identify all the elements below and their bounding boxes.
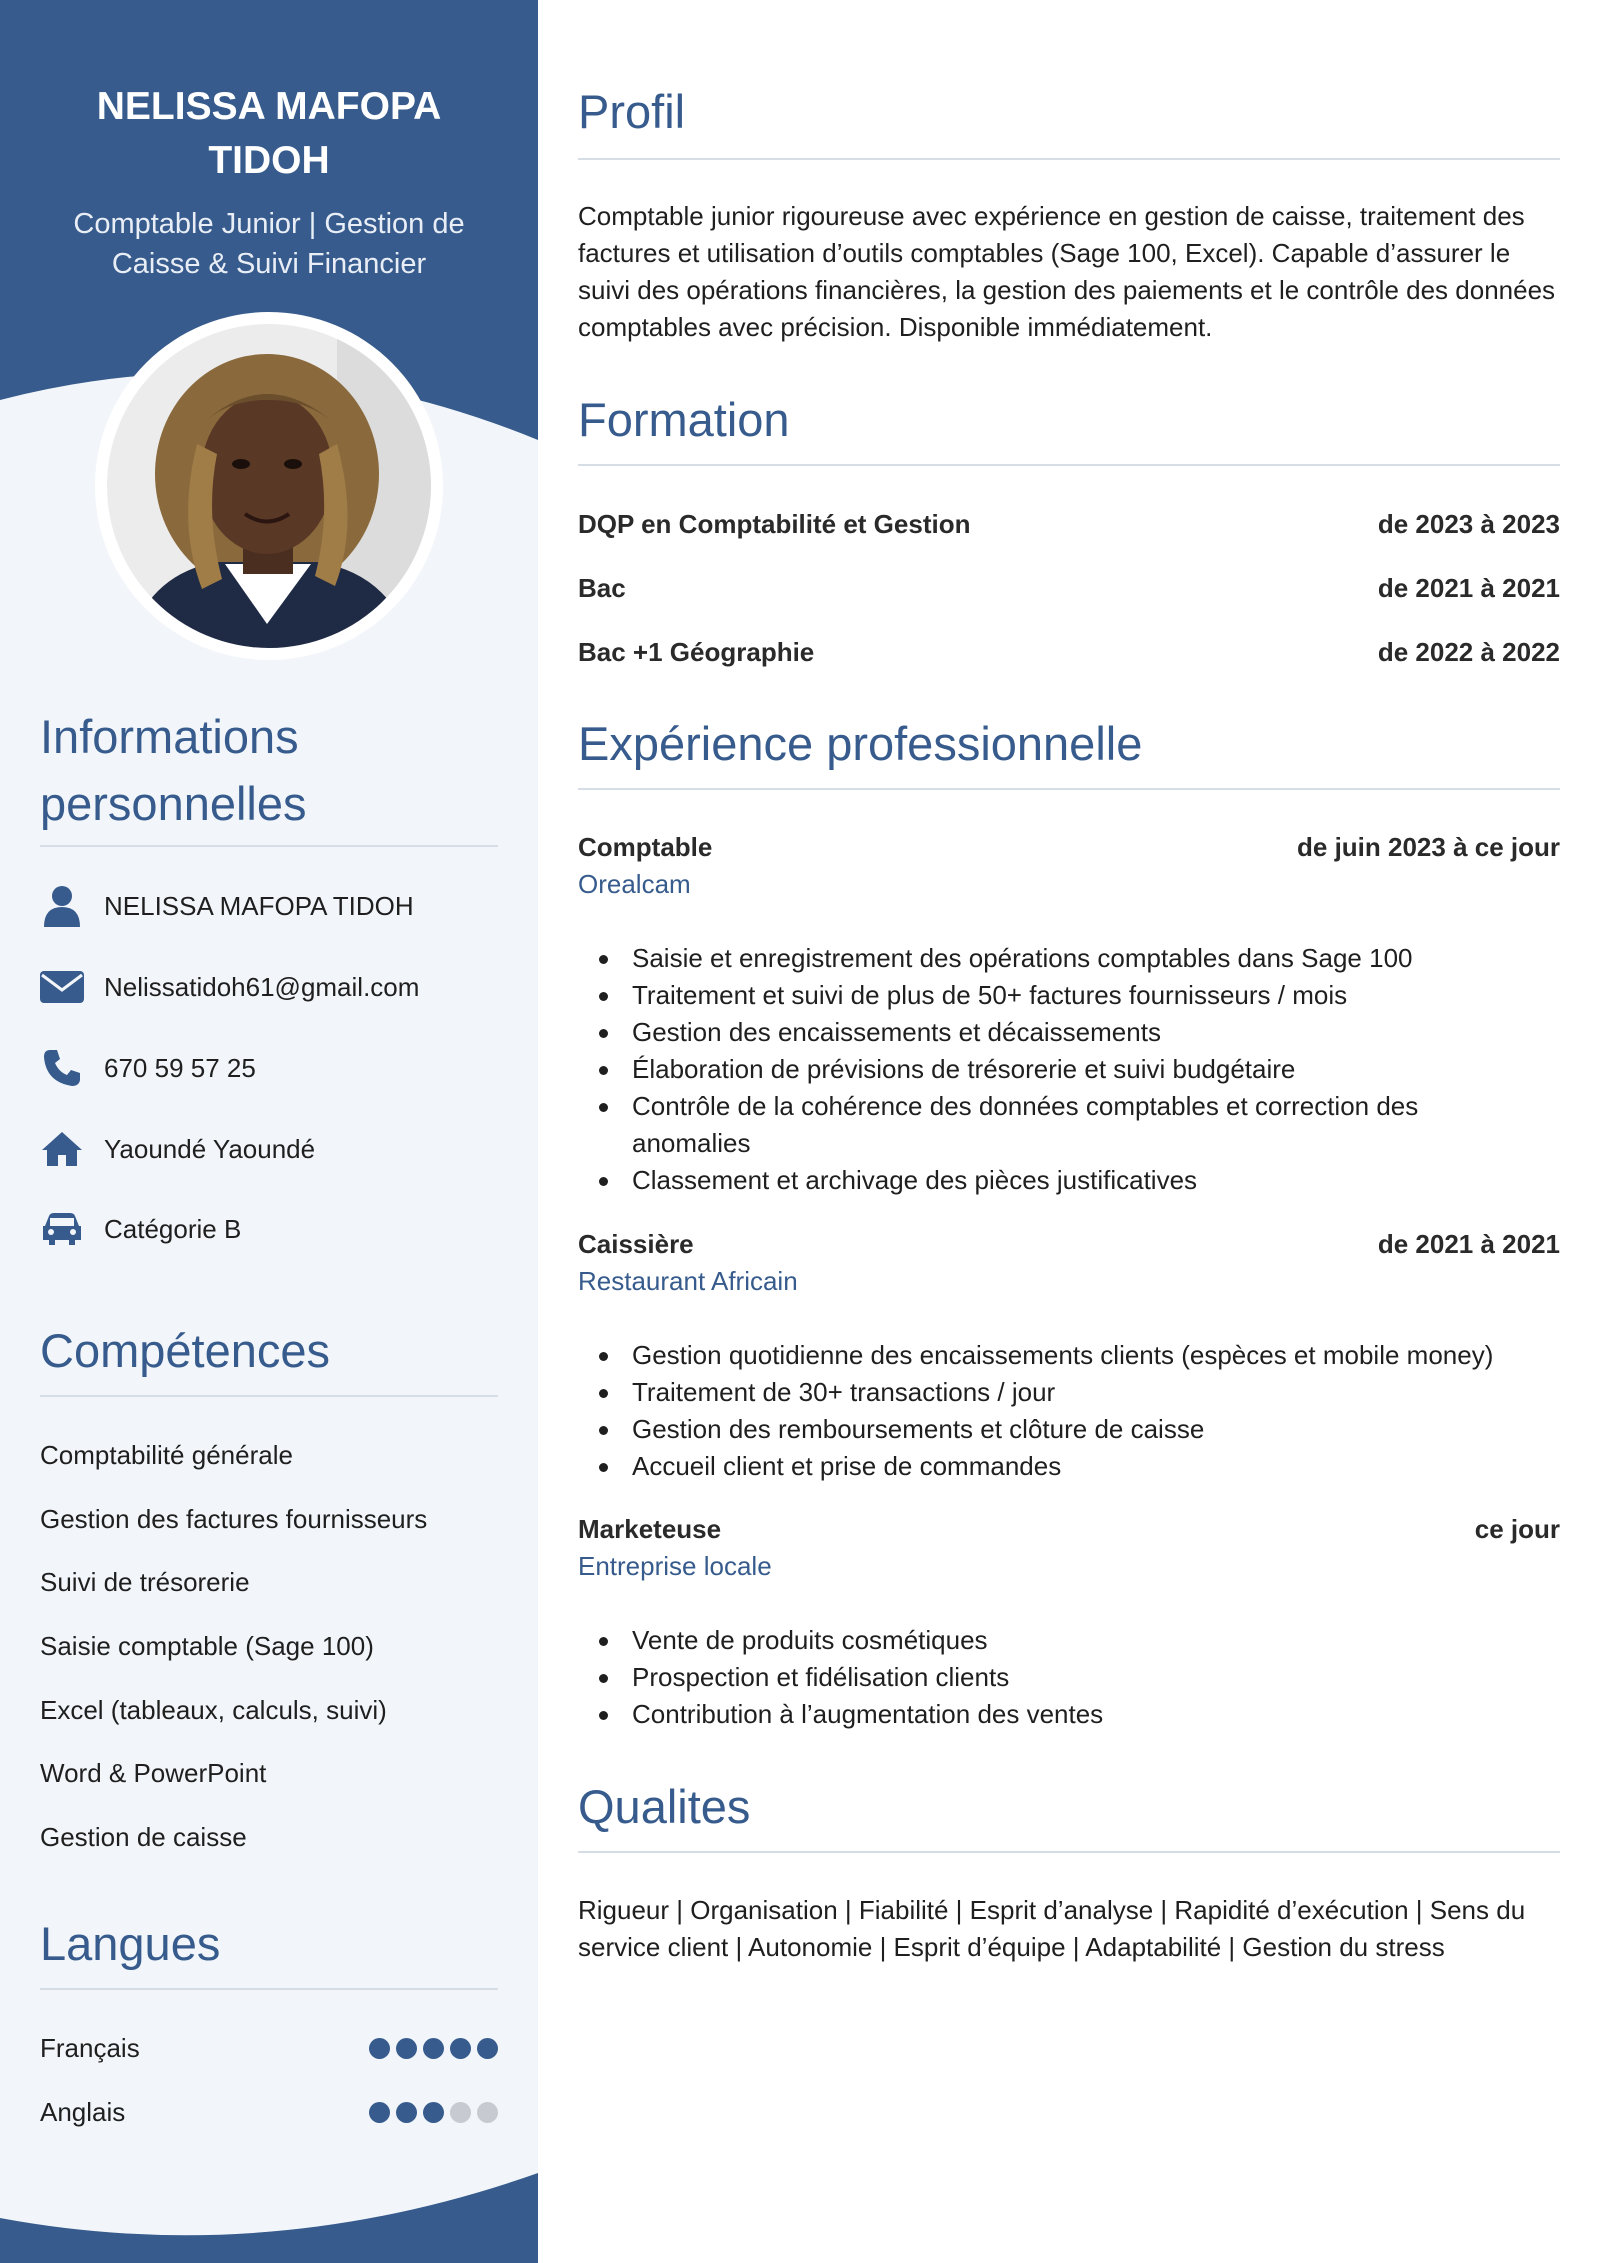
education-degree: Bac <box>578 573 626 603</box>
language-row <box>40 2028 498 2068</box>
education-degree: Bac +1 Géographie <box>578 637 815 667</box>
job-header <box>578 832 1560 863</box>
language-level <box>369 2102 498 2123</box>
language-level <box>369 2038 498 2059</box>
info-row-name <box>40 881 498 931</box>
level-dot <box>396 2102 417 2123</box>
info-row-address <box>40 1124 498 1174</box>
job-company: Orealcam <box>578 869 691 899</box>
level-dot <box>396 2038 417 2059</box>
skill-item: Suivi de trésorerie <box>40 1567 250 1597</box>
job-dates: de 2021 à 2021 <box>1377 1229 1560 1259</box>
profile-title: Profil <box>578 85 686 138</box>
education-divider <box>578 464 1560 466</box>
job-bullet: Prospection et fidélisation clients <box>578 1659 1560 1696</box>
sidebar <box>0 0 538 2263</box>
job-dates: ce jour <box>1474 1514 1560 1544</box>
info-license: Catégorie B <box>104 1213 242 1244</box>
job-bullet: Gestion quotidienne des encaissements clients (espèces et mobile money) <box>578 1337 1560 1374</box>
level-dot <box>423 2038 444 2059</box>
job-header <box>578 1229 1560 1260</box>
phone-icon <box>40 1046 84 1090</box>
personal-info-divider <box>40 845 498 847</box>
experience-title: Expérience professionnelle <box>578 717 1143 770</box>
job-bullet: Accueil client et prise de commandes <box>578 1448 1560 1485</box>
job-bullet: Classement et archivage des pièces justificatives <box>578 1162 1560 1199</box>
info-row-phone <box>40 1043 498 1093</box>
info-address: Yaoundé Yaoundé <box>104 1133 316 1164</box>
level-dot <box>369 2038 390 2059</box>
job-header <box>578 1514 1560 1545</box>
skills-divider <box>40 1395 498 1397</box>
skill-item: Gestion de caisse <box>40 1822 247 1852</box>
portrait-illustration <box>107 324 431 648</box>
level-dot <box>477 2038 498 2059</box>
job-bullet: Traitement et suivi de plus de 50+ factures fournisseurs / mois <box>578 977 1560 1014</box>
footer-wave <box>0 2173 538 2263</box>
job-title-line1: Comptable Junior | Gestion de <box>73 208 465 240</box>
language-name: Anglais <box>40 2096 126 2127</box>
job-bullets <box>578 940 1560 1199</box>
experience-divider <box>578 788 1560 790</box>
info-row-email <box>40 962 498 1012</box>
job-title-line2: Caisse & Suivi Financier <box>111 248 427 280</box>
job-role: Caissière <box>578 1229 694 1259</box>
skill-item: Excel (tableaux, calculs, suivi) <box>40 1695 387 1725</box>
job-dates: de juin 2023 à ce jour <box>1297 832 1560 862</box>
education-item <box>578 573 1560 604</box>
job-title <box>40 204 498 284</box>
qualities-title: Qualites <box>578 1780 751 1833</box>
job-bullet: Gestion des encaissements et décaissements <box>578 1014 1560 1051</box>
level-dot <box>450 2102 471 2123</box>
personal-info-title-line2: personnelles <box>40 777 307 830</box>
level-dot <box>369 2102 390 2123</box>
languages-divider <box>40 1988 498 1990</box>
education-degree: DQP en Comptabilité et Gestion <box>578 509 971 539</box>
info-row-license <box>40 1204 498 1254</box>
personal-info-title <box>40 703 307 837</box>
languages-title: Langues <box>40 1917 221 1970</box>
education-item <box>578 637 1560 668</box>
candidate-name-line1: NELISSA MAFOPA <box>96 85 442 128</box>
profile-text: Comptable junior rigoureuse avec expérience en gestion de caisse, traitement des factures et utilisation d’outils comptables (Sage 100, Excel). Capable d’assurer le suivi des opérations financières, la gestion des paiements et le contrôle des données comptables avec précision. Disponible immédiatement. <box>578 201 1556 342</box>
education-dates: de 2021 à 2021 <box>1377 573 1560 603</box>
info-phone: 670 59 57 25 <box>104 1052 256 1083</box>
skill-item: Word & PowerPoint <box>40 1758 267 1788</box>
job-bullet: Traitement de 30+ transactions / jour <box>578 1374 1560 1411</box>
car-icon <box>40 1207 84 1251</box>
job-bullet: Élaboration de prévisions de trésorerie et suivi budgétaire <box>578 1051 1560 1088</box>
job-bullet: Vente de produits cosmétiques <box>578 1622 1560 1659</box>
job-role: Marketeuse <box>578 1514 722 1544</box>
level-dot <box>423 2102 444 2123</box>
job-bullet: Contrôle de la cohérence des données comptables et correction des anomalies <box>578 1088 1522 1162</box>
language-name: Français <box>40 2032 140 2063</box>
job-company: Restaurant Africain <box>578 1266 798 1296</box>
skill-item: Gestion des factures fournisseurs <box>40 1504 428 1534</box>
job-role: Comptable <box>578 832 713 862</box>
qualities-text: Rigueur | Organisation | Fiabilité | Esprit d’analyse | Rapidité d’exécution | Sens du service client | Autonomie | Esprit d’équipe | Adaptabilité | Gestion du stress <box>578 1895 1526 1962</box>
education-dates: de 2023 à 2023 <box>1377 509 1560 539</box>
level-dot <box>477 2102 498 2123</box>
job-bullets <box>578 1622 1560 1733</box>
info-email[interactable]: Nelissatidoh61@gmail.com <box>104 971 420 1002</box>
job-bullet: Gestion des remboursements et clôture de caisse <box>578 1411 1560 1448</box>
user-icon <box>40 884 84 928</box>
job-bullets <box>578 1337 1560 1485</box>
qualities-divider <box>578 1851 1560 1853</box>
skills-title: Compétences <box>40 1324 330 1377</box>
profile-photo <box>95 312 443 660</box>
skill-item: Saisie comptable (Sage 100) <box>40 1631 374 1661</box>
info-name: NELISSA MAFOPA TIDOH <box>104 890 414 921</box>
education-dates: de 2022 à 2022 <box>1377 637 1560 667</box>
candidate-name-line2: TIDOH <box>208 139 330 182</box>
envelope-icon <box>40 965 84 1009</box>
education-item <box>578 509 1560 540</box>
personal-info-title-line1: Informations <box>40 710 299 763</box>
profile-divider <box>578 158 1560 160</box>
job-bullet: Contribution à l’augmentation des ventes <box>578 1696 1560 1733</box>
language-row <box>40 2092 498 2132</box>
home-icon <box>40 1127 84 1171</box>
job-bullet: Saisie et enregistrement des opérations comptables dans Sage 100 <box>578 940 1560 977</box>
job-company: Entreprise locale <box>578 1551 772 1581</box>
education-title: Formation <box>578 393 790 446</box>
candidate-name <box>0 80 538 188</box>
level-dot <box>450 2038 471 2059</box>
skill-item: Comptabilité générale <box>40 1440 293 1470</box>
